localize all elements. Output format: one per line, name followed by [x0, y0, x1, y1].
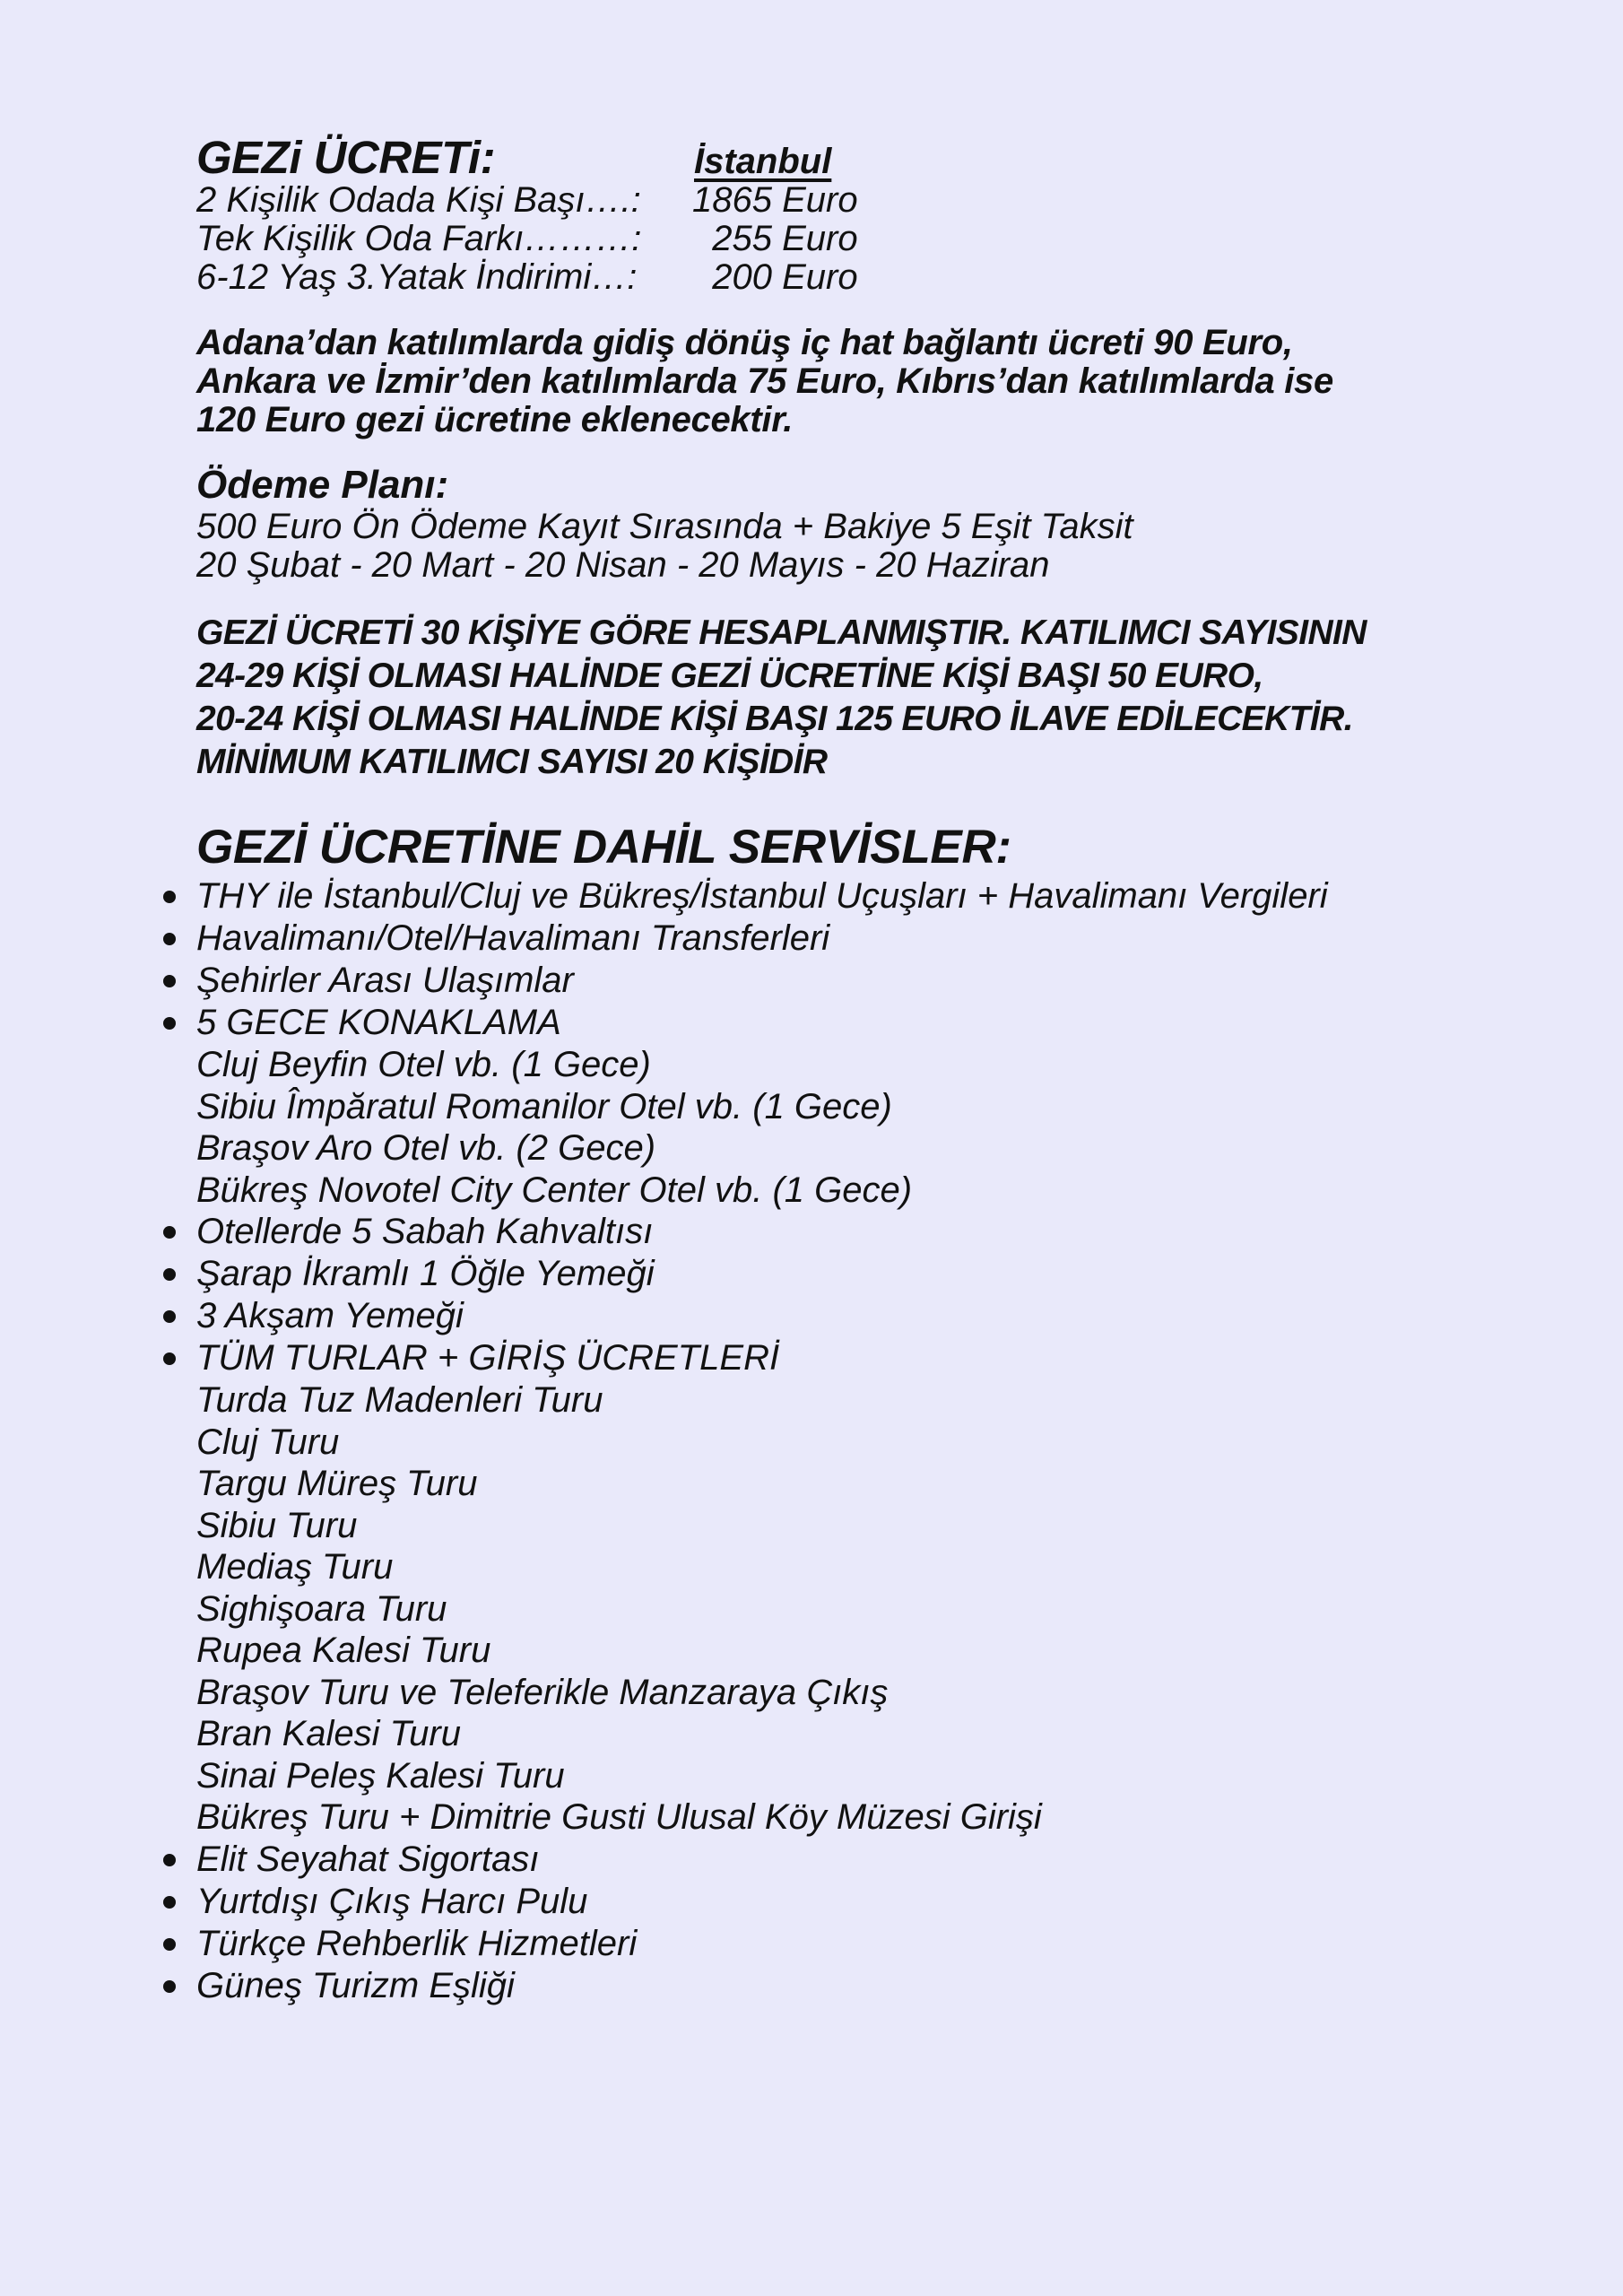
bullet-icon: [163, 1226, 176, 1239]
bullet-icon: [163, 1017, 176, 1030]
service-subitem: Sibiu Împăratul Romanilor Otel vb. (1 Gece): [196, 1086, 892, 1126]
bullet-icon: [163, 975, 176, 987]
price-label: Tek Kişilik Oda Farkı………:: [196, 219, 642, 258]
price-row: [196, 258, 1541, 297]
service-subitem: Sighişoara Turu: [196, 1588, 447, 1629]
service-item: [196, 1253, 1541, 1295]
bullet-icon: [163, 891, 176, 903]
service-subitem: Cluj Turu: [196, 1422, 340, 1462]
price-table: [196, 181, 1541, 297]
price-label: 2 Kişilik Odada Kişi Başı….:: [196, 180, 641, 220]
service-item: [196, 918, 1541, 960]
bullet-icon: [163, 1896, 176, 1909]
notice-line: Adana’dan katılımlarda gidiş dönüş iç hat bağlantı ücreti 90 Euro,: [196, 323, 1293, 362]
pricing-city: İstanbul: [694, 142, 832, 181]
price-value: 255 Euro: [692, 219, 858, 258]
price-value: 200 Euro: [692, 257, 858, 297]
services-title: GEZİ ÜCRETİNE DAHİL SERVİSLER:: [196, 821, 1011, 874]
service-subitem: Mediaş Turu: [196, 1547, 394, 1587]
price-label: 6-12 Yaş 3.Yatak İndirimi…:: [196, 257, 638, 297]
service-subitem: Turda Tuz Madenleri Turu: [196, 1380, 603, 1420]
service-subitem: Targu Müreş Turu: [196, 1464, 478, 1503]
service-item: [196, 875, 1541, 918]
service-item: [196, 1211, 1541, 1253]
bullet-icon: [163, 1938, 176, 1951]
bullet-icon: [163, 1268, 176, 1281]
service-item: [196, 1839, 1541, 1881]
service-text: Havalimanı/Otel/Havalimanı Transferleri: [196, 918, 830, 958]
service-text: Şehirler Arası Ulaşımlar: [196, 961, 574, 1000]
pricing-title: GEZi ÜCRETi:: [196, 132, 496, 183]
service-text: Elit Seyahat Sigortası: [196, 1839, 540, 1879]
service-item: [196, 1002, 1541, 1044]
payment-plan-title: Ödeme Planı:: [196, 463, 449, 507]
bullet-icon: [163, 1854, 176, 1866]
service-subitem: Braşov Aro Otel vb. (2 Gece): [196, 1128, 656, 1168]
price-row: [196, 181, 1541, 220]
service-subitem: Sibiu Turu: [196, 1505, 358, 1545]
service-item: [196, 1923, 1541, 1965]
service-subitem: Sinai Peleş Kalesi Turu: [196, 1755, 565, 1796]
bullet-icon: [163, 1310, 176, 1323]
service-text: Şarap İkramlı 1 Öğle Yemeği: [196, 1254, 655, 1293]
service-text: 3 Akşam Yemeği: [196, 1296, 464, 1335]
service-subitem: Bükreş Turu + Dimitrie Gusti Ulusal Köy Müzesi Girişi: [196, 1797, 1042, 1837]
notice-line: MİNİMUM KATILIMCI SAYISI 20 KİŞİDİR: [196, 743, 828, 781]
service-item: [196, 1881, 1541, 1923]
service-text: THY ile İstanbul/Cluj ve Bükreş/İstanbul Uçuşları + Havalimanı Vergileri: [196, 876, 1328, 916]
participant-notice: [196, 612, 1541, 784]
price-row: [196, 220, 1541, 258]
service-text: TÜM TURLAR + GİRİŞ ÜCRETLERİ: [196, 1338, 780, 1378]
bullet-icon: [163, 933, 176, 945]
service-text: Yurtdışı Çıkış Harcı Pulu: [196, 1881, 588, 1921]
payment-plan-line: 20 Şubat - 20 Mart - 20 Nisan - 20 Mayıs - 20 Haziran: [196, 545, 1050, 585]
notice-line: 120 Euro gezi ücretine eklenecektir.: [196, 400, 794, 439]
bullet-icon: [163, 1980, 176, 1993]
price-value: 1865 Euro: [692, 180, 858, 220]
service-subitem: Rupea Kalesi Turu: [196, 1631, 491, 1670]
service-text: Güneş Turizm Eşliği: [196, 1965, 515, 2005]
service-text: Türkçe Rehberlik Hizmetleri: [196, 1923, 638, 1963]
service-item: [196, 1295, 1541, 1337]
service-item: [196, 960, 1541, 1002]
service-text: 5 GECE KONAKLAMA: [196, 1003, 561, 1042]
services-list: [196, 875, 1541, 2007]
notice-line: GEZİ ÜCRETİ 30 KİŞİYE GÖRE HESAPLANMIŞTIR. KATILIMCI SAYISININ: [196, 613, 1367, 652]
service-subitem: Braşov Turu ve Teleferikle Manzaraya Çıkış: [196, 1672, 889, 1712]
service-subitem: Bükreş Novotel City Center Otel vb. (1 Gece): [196, 1170, 913, 1210]
service-item: [196, 1337, 1541, 1379]
service-item: [196, 1965, 1541, 2007]
pricing-header: [196, 131, 1541, 181]
service-text: Otellerde 5 Sabah Kahvaltısı: [196, 1212, 654, 1251]
notice-line: Ankara ve İzmir’den katılımlarda 75 Euro, Kıbrıs’dan katılımlarda ise: [196, 361, 1333, 401]
domestic-connection-notice: [196, 324, 1541, 439]
service-subitem: Cluj Beyfin Otel vb. (1 Gece): [196, 1045, 651, 1084]
notice-line: 24-29 KİŞİ OLMASI HALİNDE GEZİ ÜCRETİNE KİŞİ BAŞI 50 EURO,: [196, 657, 1263, 695]
service-subitem: Bran Kalesi Turu: [196, 1714, 461, 1753]
notice-line: 20-24 KİŞİ OLMASI HALİNDE KİŞİ BAŞI 125 EURO İLAVE EDİLECEKTİR.: [196, 700, 1353, 738]
document-content: [196, 131, 1541, 2007]
payment-plan-line: 500 Euro Ön Ödeme Kayıt Sırasında + Bakiye 5 Eşit Taksit: [196, 507, 1133, 546]
bullet-icon: [163, 1352, 176, 1365]
